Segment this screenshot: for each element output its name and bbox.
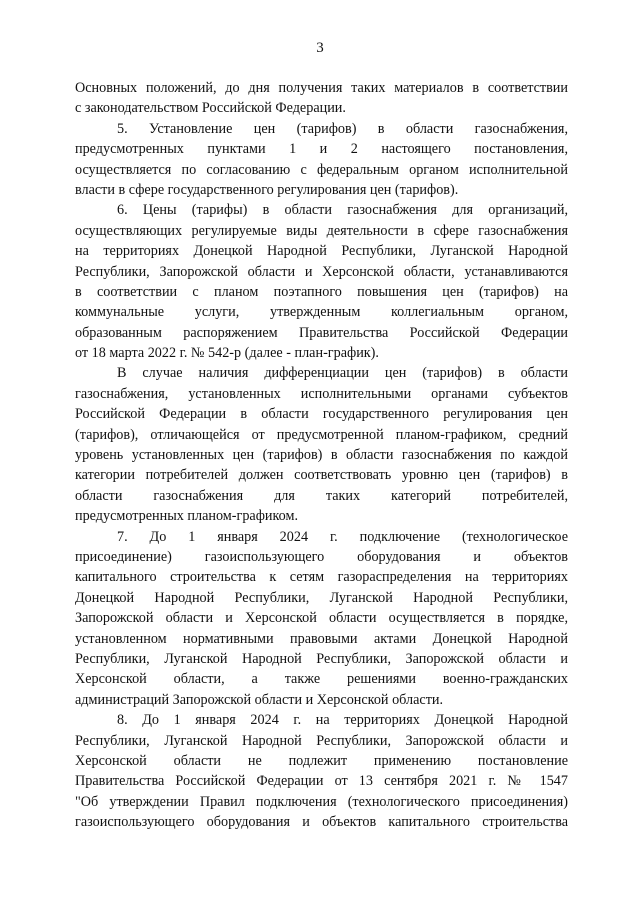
text-line: газоиспользующего оборудования и объектов капитального строительства xyxy=(75,814,568,831)
text-line: 8. До 1 января 2024 г. на территориях Донецкой Народной xyxy=(117,712,568,729)
text-line: "Об утверждении Правил подключения (технологического присоединения) xyxy=(75,793,568,810)
text-line: предусмотренных пунктами 1 и 2 настоящего постановления, xyxy=(75,141,568,158)
text-line: капитального строительства к сетям газораспределения на территориях xyxy=(75,569,568,586)
text-line: 7. До 1 января 2024 г. подключение (технологическое xyxy=(117,528,568,545)
text-line: Республики, Запорожской области и Херсонской области, устанавливаются xyxy=(75,263,568,280)
text-line: осуществляется по согласованию с федеральным органом исполнительной xyxy=(75,161,568,178)
text-line: Херсонской области не подлежит применению постановление xyxy=(75,752,568,769)
text-line: 5. Установление цен (тарифов) в области газоснабжения, xyxy=(117,120,568,137)
text-line: категории потребителей должен соответствовать уровню цен (тарифов) в xyxy=(75,467,568,484)
text-line: Российской Федерации в области государственного регулирования цен xyxy=(75,406,568,423)
text-line: Республики, Луганской Народной Республики, Запорожской области и xyxy=(75,650,568,667)
text-line: от 18 марта 2022 г. № 542-р (далее - план-график). xyxy=(75,345,379,362)
text-line: администраций Запорожской области и Херсонской области. xyxy=(75,691,444,708)
text-line: в соответствии с планом поэтапного повышения цен (тарифов) на xyxy=(75,283,568,300)
text-line: уровень установленных цен (тарифов) в области газоснабжения по каждой xyxy=(75,447,568,464)
text-line: коммунальные услуги, утвержденным коллегиальным органом, xyxy=(75,304,568,321)
text-line: 6. Цены (тарифы) в области газоснабжения для организаций, xyxy=(117,202,568,219)
text-line: Запорожской области и Херсонской области осуществляется в порядке, xyxy=(75,610,568,627)
text-line: на территориях Донецкой Народной Республики, Луганской Народной xyxy=(75,243,568,260)
text-line: с законодательством Российской Федерации. xyxy=(75,100,346,117)
text-line: присоединение) газоиспользующего оборудования и объектов xyxy=(75,548,568,565)
text-line: Донецкой Народной Республики, Луганской Народной Республики, xyxy=(75,589,568,606)
text-line: Правительства Российской Федерации от 13 сентября 2021 г. № 1547 xyxy=(75,773,568,790)
text-line: области газоснабжения для таких категорий потребителей, xyxy=(75,487,568,504)
text-line: осуществляющих регулируемые виды деятельности в сфере газоснабжения xyxy=(75,222,568,239)
text-line: предусмотренных планом-графиком. xyxy=(75,508,299,525)
text-line: В случае наличия дифференциации цен (тарифов) в области xyxy=(117,365,568,382)
document-body xyxy=(75,78,568,832)
page-number: 3 xyxy=(316,40,324,56)
text-line: Республики, Луганской Народной Республики, Запорожской области и xyxy=(75,732,568,749)
text-line: образованным распоряжением Правительства Российской Федерации xyxy=(75,324,568,341)
text-line: газоснабжения, установленных исполнительными органами субъектов xyxy=(75,385,568,402)
text-line: Херсонской области, а также решениями военно-гражданских xyxy=(75,671,568,688)
text-line: (тарифов), отличающейся от предусмотренной планом-графиком, средний xyxy=(75,426,568,443)
text-line: Основных положений, до дня получения таких материалов в соответствии xyxy=(75,80,568,96)
text-line: власти в сфере государственного регулирования цен (тарифов). xyxy=(75,181,459,198)
text-line: установленном нормативными правовыми актами Донецкой Народной xyxy=(75,630,568,647)
